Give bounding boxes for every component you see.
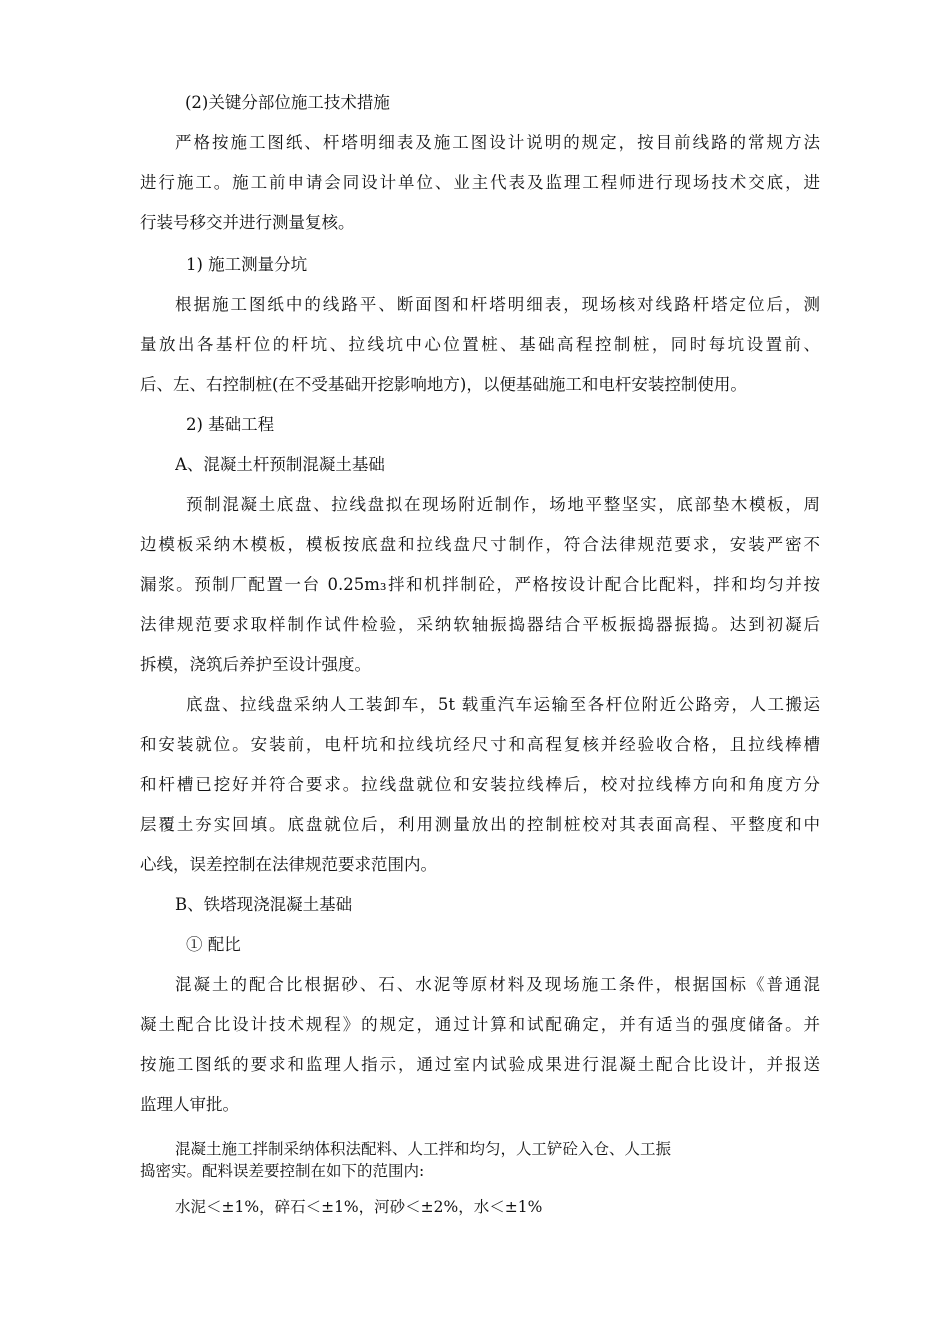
paragraph-line: 拆模，浇筑后养护至设计强度。	[140, 655, 371, 674]
paragraph-line: 层覆土夯实回填。底盘就位后，利用测量放出的控制桩校对其表面高程、平整度和中	[140, 815, 820, 834]
section-heading-survey: 1) 施工测量分坑	[186, 255, 308, 274]
paragraph-line: 量放出各基杆位的杆坑、拉线坑中心位置桩、基础高程控制桩，同时每坑设置前、	[140, 335, 820, 354]
paragraph-line: 漏浆。预制厂配置一台 0.25m₃拌和机拌制砼，严格按设计配合比配料，拌和均匀并按	[140, 575, 820, 594]
paragraph-line: 根据施工图纸中的线路平、断面图和杆塔明细表，现场核对线路杆塔定位后，测	[175, 295, 820, 314]
paragraph-line: 混凝土的配合比根据砂、石、水泥等原材料及现场施工条件，根据国标《普通混	[175, 975, 820, 994]
subsection-heading-a: A、混凝土杆预制混凝土基础	[175, 455, 385, 474]
subsection-heading-b: B、铁塔现浇混凝土基础	[175, 895, 353, 914]
paragraph-line: 按施工图纸的要求和监理人指示，通过室内试验成果进行混凝土配合比设计，并报送	[140, 1055, 820, 1074]
paragraph-line: 和杆槽已挖好并符合要求。拉线盘就位和安装拉线棒后，校对拉线棒方向和角度方分	[140, 775, 820, 794]
paragraph-line: 和安装就位。安装前，电杆坑和拉线坑经尺寸和高程复核并经验收合格，且拉线棒槽	[140, 735, 820, 754]
paragraph-line: 预制混凝土底盘、拉线盘拟在现场附近制作，场地平整坚实，底部垫木模板，周	[186, 495, 820, 514]
paragraph-line: 行装号移交并进行测量复核。	[140, 213, 355, 232]
paragraph-line: 心线，误差控制在法律规范要求范围内。	[140, 855, 437, 874]
paragraph-line: 法律规范要求取样制作试件检验，采纳软轴振捣器结合平板振捣器振捣。达到初凝后	[140, 615, 820, 634]
paragraph-line: 后、左、右控制桩(在不受基础开挖影响地方)，以便基础施工和电杆安装控制使用。	[140, 375, 747, 394]
paragraph-line: 严格按施工图纸、杆塔明细表及施工图设计说明的规定，按目前线路的常规方法	[175, 133, 820, 152]
paragraph-line: 混凝土施工拌制采纳体积法配料、人工拌和均匀，人工铲砼入仓、人工振	[175, 1140, 672, 1158]
paragraph-line: 捣密实。配料误差要控制在如下的范围内:	[140, 1162, 425, 1180]
paragraph-line: 监理人审批。	[140, 1095, 239, 1114]
item-heading-mix: ① 配比	[186, 935, 241, 954]
tolerance-line: 水泥＜±1%，碎石＜±1%，河砂＜±2%，水＜±1%	[175, 1198, 543, 1216]
paragraph-line: 进行施工。施工前申请会同设计单位、业主代表及监理工程师进行现场技术交底，进	[140, 173, 820, 192]
section-heading-key-parts: (2)关键分部位施工技术措施	[185, 93, 390, 112]
section-heading-foundation: 2) 基础工程	[186, 415, 275, 434]
paragraph-line: 底盘、拉线盘采纳人工装卸车，5t 载重汽车运输至各杆位附近公路旁，人工搬运	[186, 695, 820, 714]
paragraph-line: 凝土配合比设计技术规程》的规定，通过计算和试配确定，并有适当的强度储备。并	[140, 1015, 820, 1034]
paragraph-line: 边模板采纳木模板，模板按底盘和拉线盘尺寸制作，符合法律规范要求，安装严密不	[140, 535, 820, 554]
